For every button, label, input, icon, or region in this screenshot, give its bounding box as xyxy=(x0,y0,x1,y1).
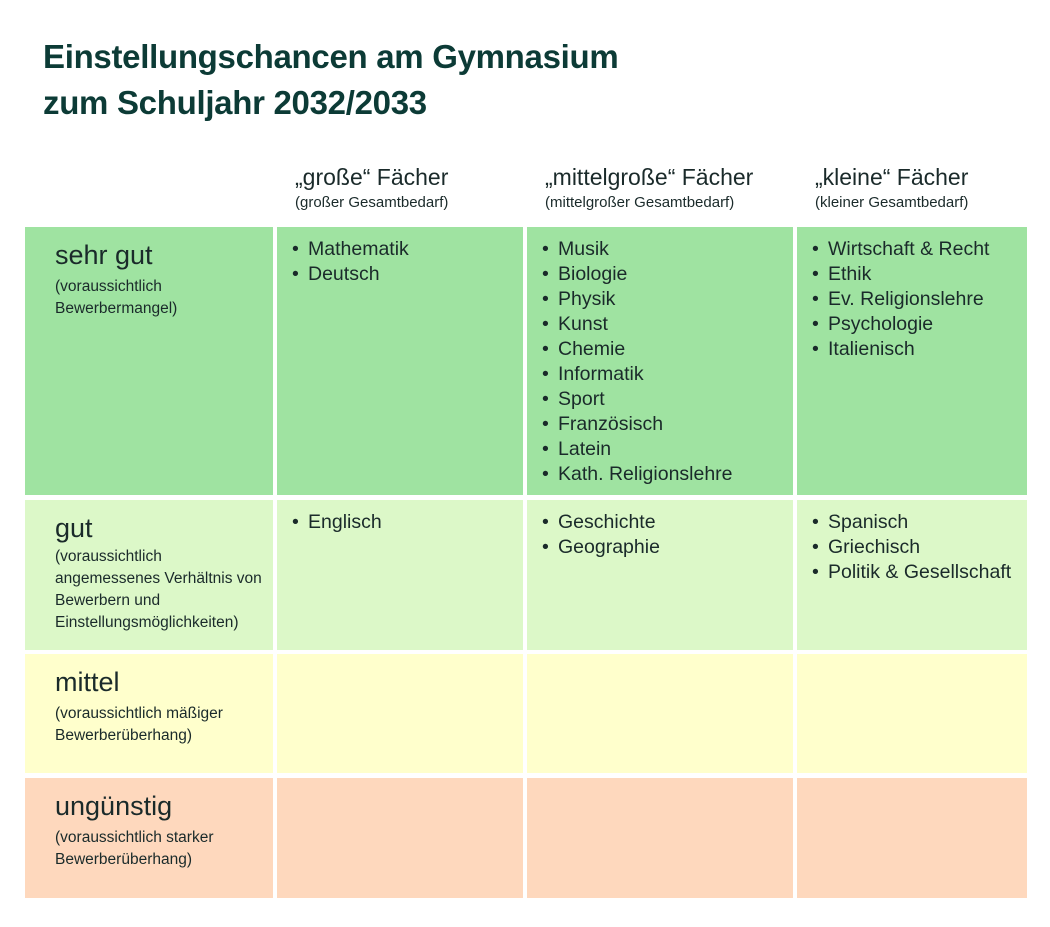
cell-unguenstig-grosse xyxy=(277,778,523,898)
cell-sehr-gut-mittelgrosse xyxy=(527,227,793,495)
column-header-sublabel: (kleiner Gesamtbedarf) xyxy=(815,194,969,211)
subject-list xyxy=(797,227,1027,362)
subject-list xyxy=(527,500,793,560)
cell-gut-mittelgrosse xyxy=(527,500,793,650)
cell-sehr-gut-kleine xyxy=(797,227,1027,495)
cell-mittel-mittelgrosse xyxy=(527,654,793,773)
subject-list xyxy=(797,778,1027,788)
subject-item: • Französisch xyxy=(542,412,793,437)
subject-item: • Chemie xyxy=(542,337,793,362)
column-header-kleine-faecher xyxy=(815,163,968,213)
subject-list xyxy=(797,500,1027,585)
subject-item: • Geschichte xyxy=(542,510,793,535)
subject-list xyxy=(277,227,523,287)
subject-item: • Kunst xyxy=(542,312,793,337)
subject-item: • Geographie xyxy=(542,535,793,560)
row-label-title: sehr gut xyxy=(55,240,153,270)
page-title xyxy=(43,34,618,126)
row-label-gut xyxy=(25,500,273,650)
subject-list xyxy=(527,654,793,664)
row-label-title: gut xyxy=(55,513,93,543)
subject-list xyxy=(277,778,523,788)
row-label-description: (voraussichtlich angemessenes Verhältnis von Bewerbern und Einstellungsmöglichkeiten) xyxy=(55,548,262,631)
subject-item: • Sport xyxy=(542,387,793,412)
subject-item: • Spanisch xyxy=(812,510,1027,535)
subject-item: • Englisch xyxy=(292,510,523,535)
row-label-sehr-gut xyxy=(25,227,273,495)
row-label-unguenstig xyxy=(25,778,273,898)
cell-mittel-kleine xyxy=(797,654,1027,773)
subject-list xyxy=(277,500,523,535)
column-header-mittelgrosse-faecher xyxy=(545,163,753,213)
column-header-sublabel: (mittelgroßer Gesamtbedarf) xyxy=(545,194,735,211)
row-label-mittel xyxy=(25,654,273,773)
cell-mittel-grosse xyxy=(277,654,523,773)
column-header-label: „mittelgroße“ Fächer xyxy=(545,164,754,190)
subject-item: • Kath. Religionslehre xyxy=(542,462,793,487)
row-label-description: (voraussichtlich Bewerbermangel) xyxy=(55,278,178,317)
subject-item: • Politik & Gesellschaft xyxy=(812,560,1027,585)
title-line-2: zum Schuljahr 2032/2033 xyxy=(43,84,427,121)
cell-gut-kleine xyxy=(797,500,1027,650)
subject-item: • Psychologie xyxy=(812,312,1027,337)
row-label-description: (voraussichtlich starker Bewerberüberhang) xyxy=(55,829,214,868)
subject-item: • Ev. Religionslehre xyxy=(812,287,1027,312)
row-label-title: mittel xyxy=(55,667,120,697)
subject-item: • Latein xyxy=(542,437,793,462)
cell-gut-grosse xyxy=(277,500,523,650)
subject-item: • Griechisch xyxy=(812,535,1027,560)
cell-unguenstig-mittelgrosse xyxy=(527,778,793,898)
subject-item: • Physik xyxy=(542,287,793,312)
column-header-label: „große“ Fächer xyxy=(295,164,449,190)
column-header-grosse-faecher xyxy=(295,163,448,213)
subject-item: • Wirtschaft & Recht xyxy=(812,237,1027,262)
subject-item: • Informatik xyxy=(542,362,793,387)
subject-item: • Italienisch xyxy=(812,337,1027,362)
subject-list xyxy=(277,654,523,664)
row-label-title: ungünstig xyxy=(55,791,173,821)
subject-item: • Musik xyxy=(542,237,793,262)
subject-list xyxy=(797,654,1027,664)
cell-unguenstig-kleine xyxy=(797,778,1027,898)
column-header-sublabel: (großer Gesamtbedarf) xyxy=(295,194,449,211)
subject-item: • Biologie xyxy=(542,262,793,287)
row-label-description: (voraussichtlich mäßiger Bewerberüberhang) xyxy=(55,705,223,744)
subject-item: • Ethik xyxy=(812,262,1027,287)
column-header-label: „kleine“ Fächer xyxy=(815,164,969,190)
subject-list xyxy=(527,227,793,487)
subject-item: • Mathematik xyxy=(292,237,523,262)
cell-sehr-gut-grosse xyxy=(277,227,523,495)
title-line-1: Einstellungschancen am Gymnasium xyxy=(43,38,619,75)
subject-list xyxy=(527,778,793,788)
subject-item: • Deutsch xyxy=(292,262,523,287)
